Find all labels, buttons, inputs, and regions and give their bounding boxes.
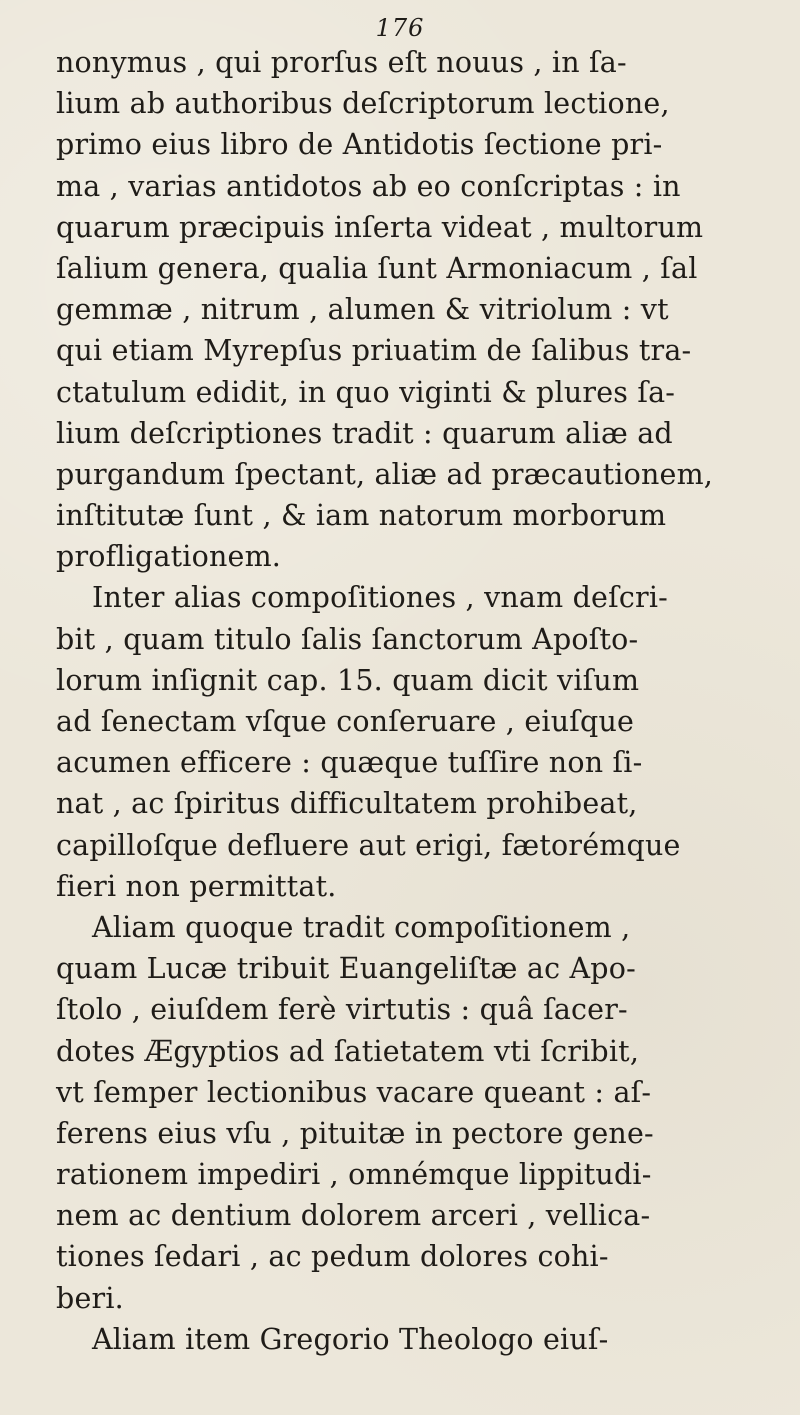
text-line: rationem impediri , omnémque lippitudi- [56, 1158, 652, 1192]
text-line: quarum præcipuis inſerta videat , multorum [56, 210, 704, 244]
text-line: lium ab authoribus deſcriptorum lectione, [56, 87, 670, 121]
text-line: vt ſemper lectionibus vacare queant : aſ- [56, 1075, 652, 1109]
text-line: ferens eius vſu , pituitæ in pectore gene- [56, 1116, 654, 1150]
page-text [56, 42, 772, 1360]
text-line: acumen efficere : quæque tuſſire non ſi- [56, 746, 643, 780]
text-line: gemmæ , nitrum , alumen & vitriolum : vt [56, 293, 669, 327]
text-line: primo eius libro de Antidotis ſectione pri- [56, 128, 663, 162]
page-number: 176 [375, 14, 425, 42]
text-line: purgandum ſpectant, aliæ ad præcautionem, [56, 457, 714, 491]
text-line: lorum inſignit cap. 15. quam dicit viſum [56, 663, 640, 697]
text-line: nat , ac ſpiritus difficultatem prohibeat, [56, 787, 638, 821]
text-line: beri. [56, 1281, 124, 1315]
text-line: ſtolo , eiuſdem ferè virtutis : quâ ſacer- [56, 993, 628, 1027]
text-line: dotes Ægyptios ad ſatietatem vti ſcribit, [56, 1034, 640, 1068]
text-line: inſtitutæ ſunt , & iam natorum morborum [56, 499, 667, 533]
text-line: ctatulum edidit, in quo viginti & plures ſa- [56, 375, 676, 409]
text-line: ma , varias antidotos ab eo conſcriptas : in [56, 169, 681, 203]
text-line: fieri non permittat. [56, 869, 337, 903]
text-line: Aliam item Gregorio Theologo eiuſ- [92, 1322, 609, 1356]
text-line: capilloſque defluere aut erigi, fætorémque [56, 828, 681, 862]
text-line: bit , quam titulo ſalis ſanctorum Apoſto- [56, 622, 639, 656]
text-line: ſalium genera, qualia ſunt Armoniacum , ſal [56, 251, 698, 285]
text-line: tiones ſedari , ac pedum dolores cohi- [56, 1240, 609, 1274]
text-line: Inter alias compoſitiones , vnam deſcri- [92, 581, 668, 615]
text-line: nem ac dentium dolorem arceri , vellica- [56, 1199, 651, 1233]
text-line: qui etiam Myrepſus priuatim de ſalibus tra- [56, 334, 692, 368]
text-line: Aliam quoque tradit compoſitionem , [92, 910, 631, 944]
text-line: quam Lucæ tribuit Euangeliſtæ ac Apo- [56, 952, 636, 986]
text-line: nonymus , qui prorſus eſt nouus , in ſa- [56, 46, 627, 79]
text-line: profligationem. [56, 540, 282, 574]
text-line: ad ſenectam vſque conſeruare , eiuſque [56, 705, 635, 738]
text-line: lium deſcriptiones tradit : quarum aliæ ad [56, 416, 673, 450]
